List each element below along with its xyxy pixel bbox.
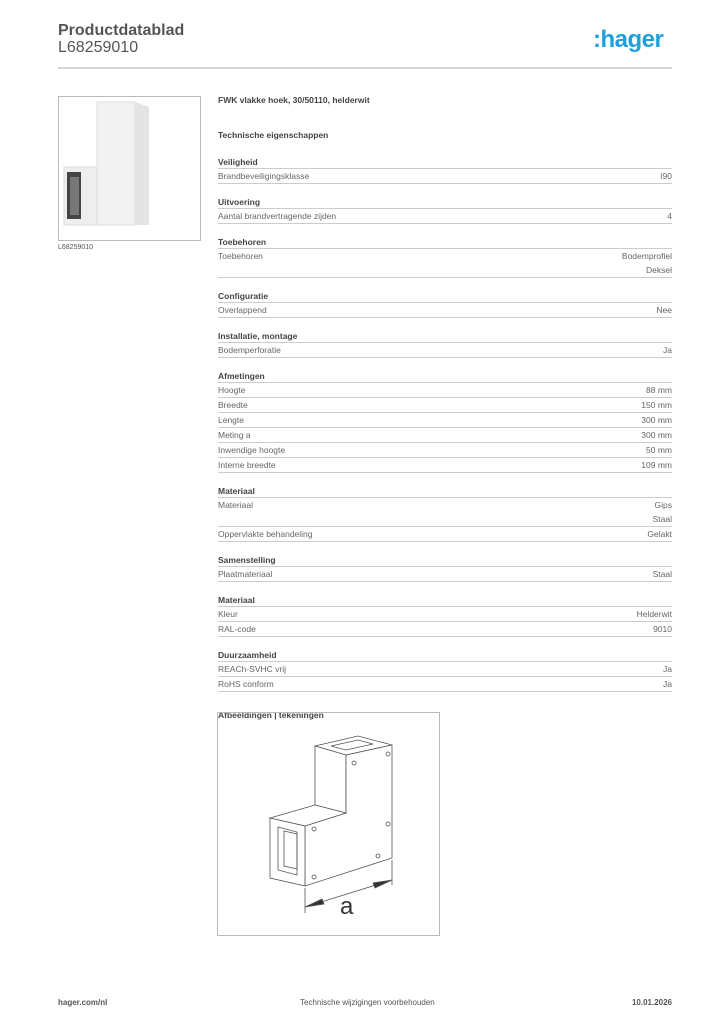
spec-label: Lengte	[218, 415, 244, 425]
hager-logo: :hager	[593, 26, 664, 53]
spec-label: Plaatmateriaal	[218, 569, 273, 579]
technical-drawing	[217, 712, 440, 936]
spec-row	[218, 662, 672, 677]
spec-value-line: 50 mm	[646, 445, 672, 455]
section-title: Samenstelling	[218, 553, 672, 567]
footer-website[interactable]: hager.com/nl	[58, 998, 108, 1007]
spec-section	[218, 369, 672, 473]
section-title: Materiaal	[218, 484, 672, 498]
spec-value	[622, 249, 672, 277]
spec-value	[641, 413, 672, 427]
dimension-label: a	[340, 893, 354, 920]
spec-label: REACh-SVHC vrij	[218, 664, 287, 674]
spec-section	[218, 593, 672, 637]
spec-row	[218, 677, 672, 692]
section-title: Uitvoering	[218, 195, 672, 209]
spec-label: Overlappend	[218, 305, 267, 315]
section-title: Toebehoren	[218, 235, 672, 249]
product-photo	[58, 96, 201, 241]
spec-section	[218, 155, 672, 184]
spec-label: Bodemperforatie	[218, 345, 281, 355]
spec-label: Interne breedte	[218, 460, 276, 470]
spec-row	[218, 428, 672, 443]
photo-caption: L68259010	[58, 244, 94, 251]
footer-date: 10.01.2026	[631, 998, 672, 1007]
spec-value-line: 109 mm	[641, 460, 672, 470]
spec-label: Meting a	[218, 430, 251, 440]
spec-value	[641, 398, 672, 412]
spec-value	[656, 303, 672, 317]
spec-value-line: Gips	[654, 500, 672, 510]
spec-section	[218, 553, 672, 582]
spec-label: Brandbeveiligingsklasse	[218, 171, 310, 181]
spec-row	[218, 209, 672, 224]
spec-row	[218, 527, 672, 542]
spec-value	[653, 498, 672, 526]
section-title: Afmetingen	[218, 369, 672, 383]
spec-row	[218, 567, 672, 582]
spec-value-line: Staal	[652, 569, 672, 579]
spec-section	[218, 235, 672, 278]
spec-value-line: 300 mm	[641, 430, 672, 440]
spec-label: Materiaal	[218, 500, 253, 510]
spec-row	[218, 303, 672, 318]
tech-heading: Technische eigenschappen	[218, 130, 329, 140]
spec-section	[218, 648, 672, 692]
spec-section	[218, 289, 672, 318]
section-title: Duurzaamheid	[218, 648, 672, 662]
pictures-heading: Afbeeldingen | tekeningen	[218, 710, 324, 720]
spec-row	[218, 343, 672, 358]
spec-value	[637, 607, 672, 621]
section-title: Materiaal	[218, 593, 672, 607]
spec-row	[218, 383, 672, 398]
spec-value-line: Ja	[663, 345, 672, 355]
spec-label: Toebehoren	[218, 251, 263, 261]
spec-value	[646, 383, 672, 397]
spec-value-line: Helderwit	[636, 609, 672, 619]
spec-value	[647, 527, 672, 541]
spec-value	[641, 458, 672, 472]
spec-value-line: Nee	[656, 305, 672, 315]
spec-row	[218, 607, 672, 622]
spec-label: Oppervlakte behandeling	[218, 529, 313, 539]
spec-row	[218, 413, 672, 428]
spec-label: RoHS conform	[218, 679, 274, 689]
spec-value	[663, 343, 672, 357]
product-code: L68259010	[58, 39, 139, 56]
spec-label: RAL-code	[218, 624, 256, 634]
product-name: FWK vlakke hoek, 30/50110, helderwit	[218, 95, 370, 105]
spec-value	[660, 169, 672, 183]
spec-column	[218, 95, 672, 720]
spec-section	[218, 329, 672, 358]
spec-row	[218, 398, 672, 413]
spec-value-line: 150 mm	[641, 400, 672, 410]
spec-row	[218, 443, 672, 458]
spec-row	[218, 498, 672, 527]
spec-value-line: Deksel	[646, 265, 672, 275]
spec-value	[653, 567, 672, 581]
spec-value-line: 9010	[653, 624, 672, 634]
spec-value-line: Ja	[663, 679, 672, 689]
spec-label: Aantal brandvertragende zijden	[218, 211, 337, 221]
spec-value	[663, 662, 672, 676]
section-title: Configuratie	[218, 289, 672, 303]
spec-label: Inwendige hoogte	[218, 445, 286, 455]
spec-sections	[218, 155, 672, 692]
spec-value-line: Ja	[663, 664, 672, 674]
spec-label: Breedte	[218, 400, 248, 410]
spec-row	[218, 622, 672, 637]
spec-value-line: Bodemprofiel	[621, 251, 672, 261]
spec-value	[646, 443, 672, 457]
spec-value	[667, 209, 672, 223]
spec-value	[663, 677, 672, 691]
spec-value-line: 4	[667, 211, 672, 221]
spec-row	[218, 249, 672, 278]
spec-label: Kleur	[218, 609, 238, 619]
spec-value-line: Staal	[652, 514, 672, 524]
spec-value-line: Gelakt	[647, 529, 672, 539]
header-divider	[58, 67, 672, 69]
spec-value-line: 88 mm	[646, 385, 672, 395]
spec-label: Hoogte	[218, 385, 246, 395]
footer-note: Technische wijzigingen voorbehouden	[300, 998, 435, 1007]
spec-row	[218, 458, 672, 473]
page-title: Productdatablad	[58, 22, 185, 39]
spec-value-line: I90	[660, 171, 672, 181]
spec-row	[218, 169, 672, 184]
spec-value	[641, 428, 672, 442]
spec-value-line: 300 mm	[641, 415, 672, 425]
section-title: Installatie, montage	[218, 329, 672, 343]
spec-section	[218, 484, 672, 542]
spec-section	[218, 195, 672, 224]
spec-value	[653, 622, 672, 636]
section-title: Veiligheid	[218, 155, 672, 169]
